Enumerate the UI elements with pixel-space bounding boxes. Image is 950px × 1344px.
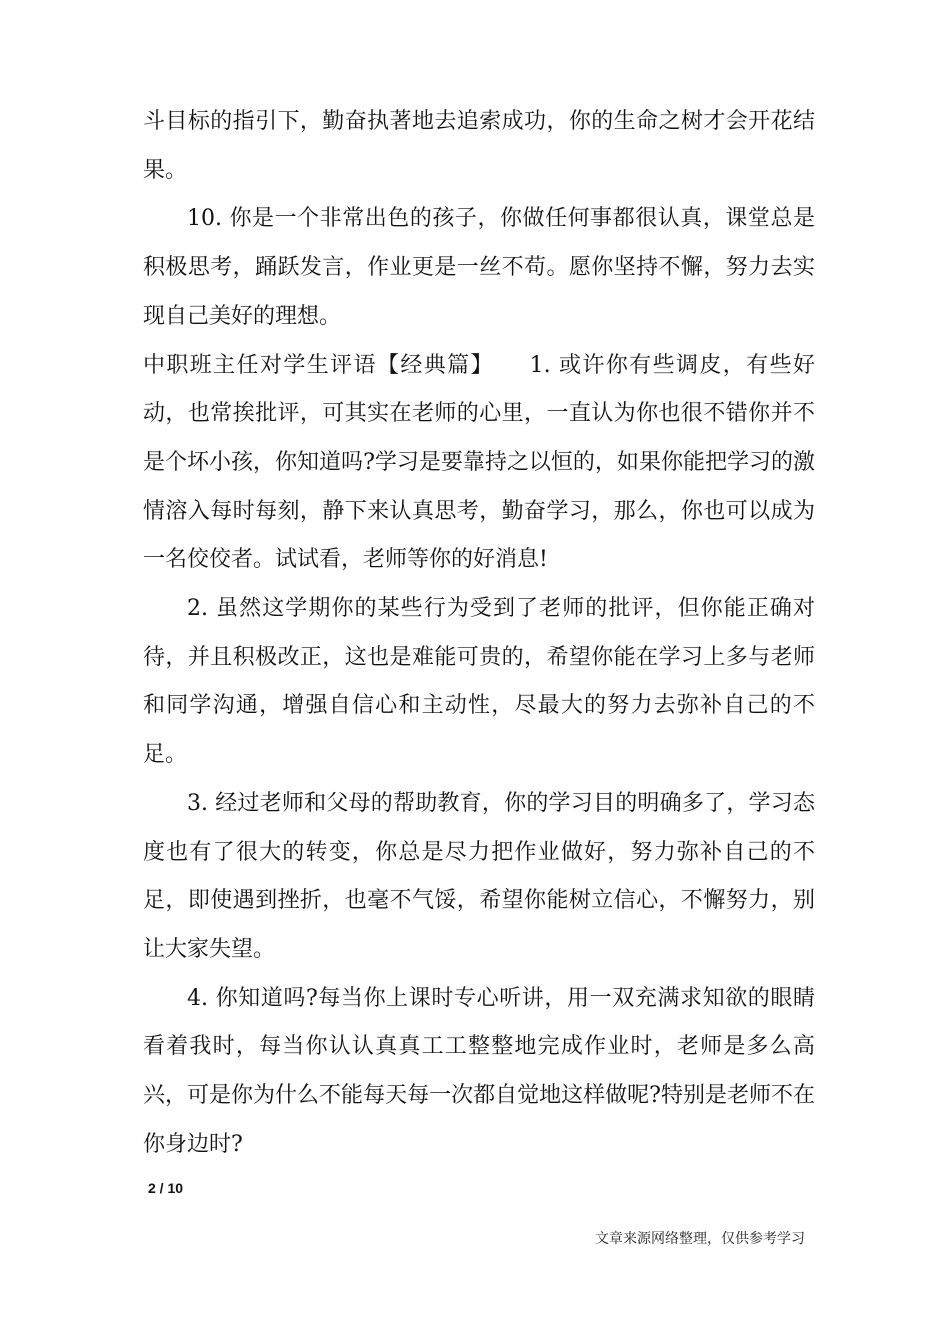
paragraph-item-2: 2. 虽然这学期你的某些行为受到了老师的批评，但你能正确对待，并且积极改正，这也是难能可贵的，希望你能在学习上多与老师和同学沟通，增强自信心和主动性，尽最大的努力去弥补自己的不足。 bbox=[143, 596, 815, 768]
paragraph-item-4: 4. 你知道吗?每当你上课时专心听讲，用一双充满求知欲的眼睛看着我时，每当你认认真真工工整整地完成作业时，老师是多么高兴，可是你为什么不能每天每一次都自觉地这样做呢?特别是老师不在你身边时? bbox=[143, 985, 815, 1157]
paragraph-continuation: 斗目标的指引下，勤奋执著地去追索成功，你的生命之树才会开花结果。 bbox=[143, 109, 815, 183]
paragraph-item-3: 3. 经过老师和父母的帮助教育，你的学习目的明确多了，学习态度也有了很大的转变，你总是尽力把作业做好，努力弥补自己的不足，即使遇到挫折，也毫不气馁，希望你能树立信心，不懈努力，别让大家失望。 bbox=[143, 790, 815, 962]
document-body bbox=[143, 98, 815, 1169]
footer-note: 文章来源网络整理，仅供参考学习 bbox=[595, 1231, 805, 1247]
page-number: 2 / 10 bbox=[148, 1180, 184, 1196]
paragraph-section-heading-item-1: 中职班主任对学生评语【经典篇】 1. 或许你有些调皮，有些好动，也常挨批评，可其实在老师的心里，一直认为你也很不错你并不是个坏小孩，你知道吗?学习是要靠持之以恒的，如果你能把学习的激情溶入每时每刻，静下来认真思考，勤奋学习，那么，你也可以成为一名佼佼者。试试看，老师等你的好消息! bbox=[143, 352, 815, 573]
paragraph-item-10: 10. 你是一个非常出色的孩子，你做任何事都很认真，课堂总是积极思考，踊跃发言，作业更是一丝不苟。愿你坚持不懈，努力去实现自己美好的理想。 bbox=[143, 206, 815, 329]
